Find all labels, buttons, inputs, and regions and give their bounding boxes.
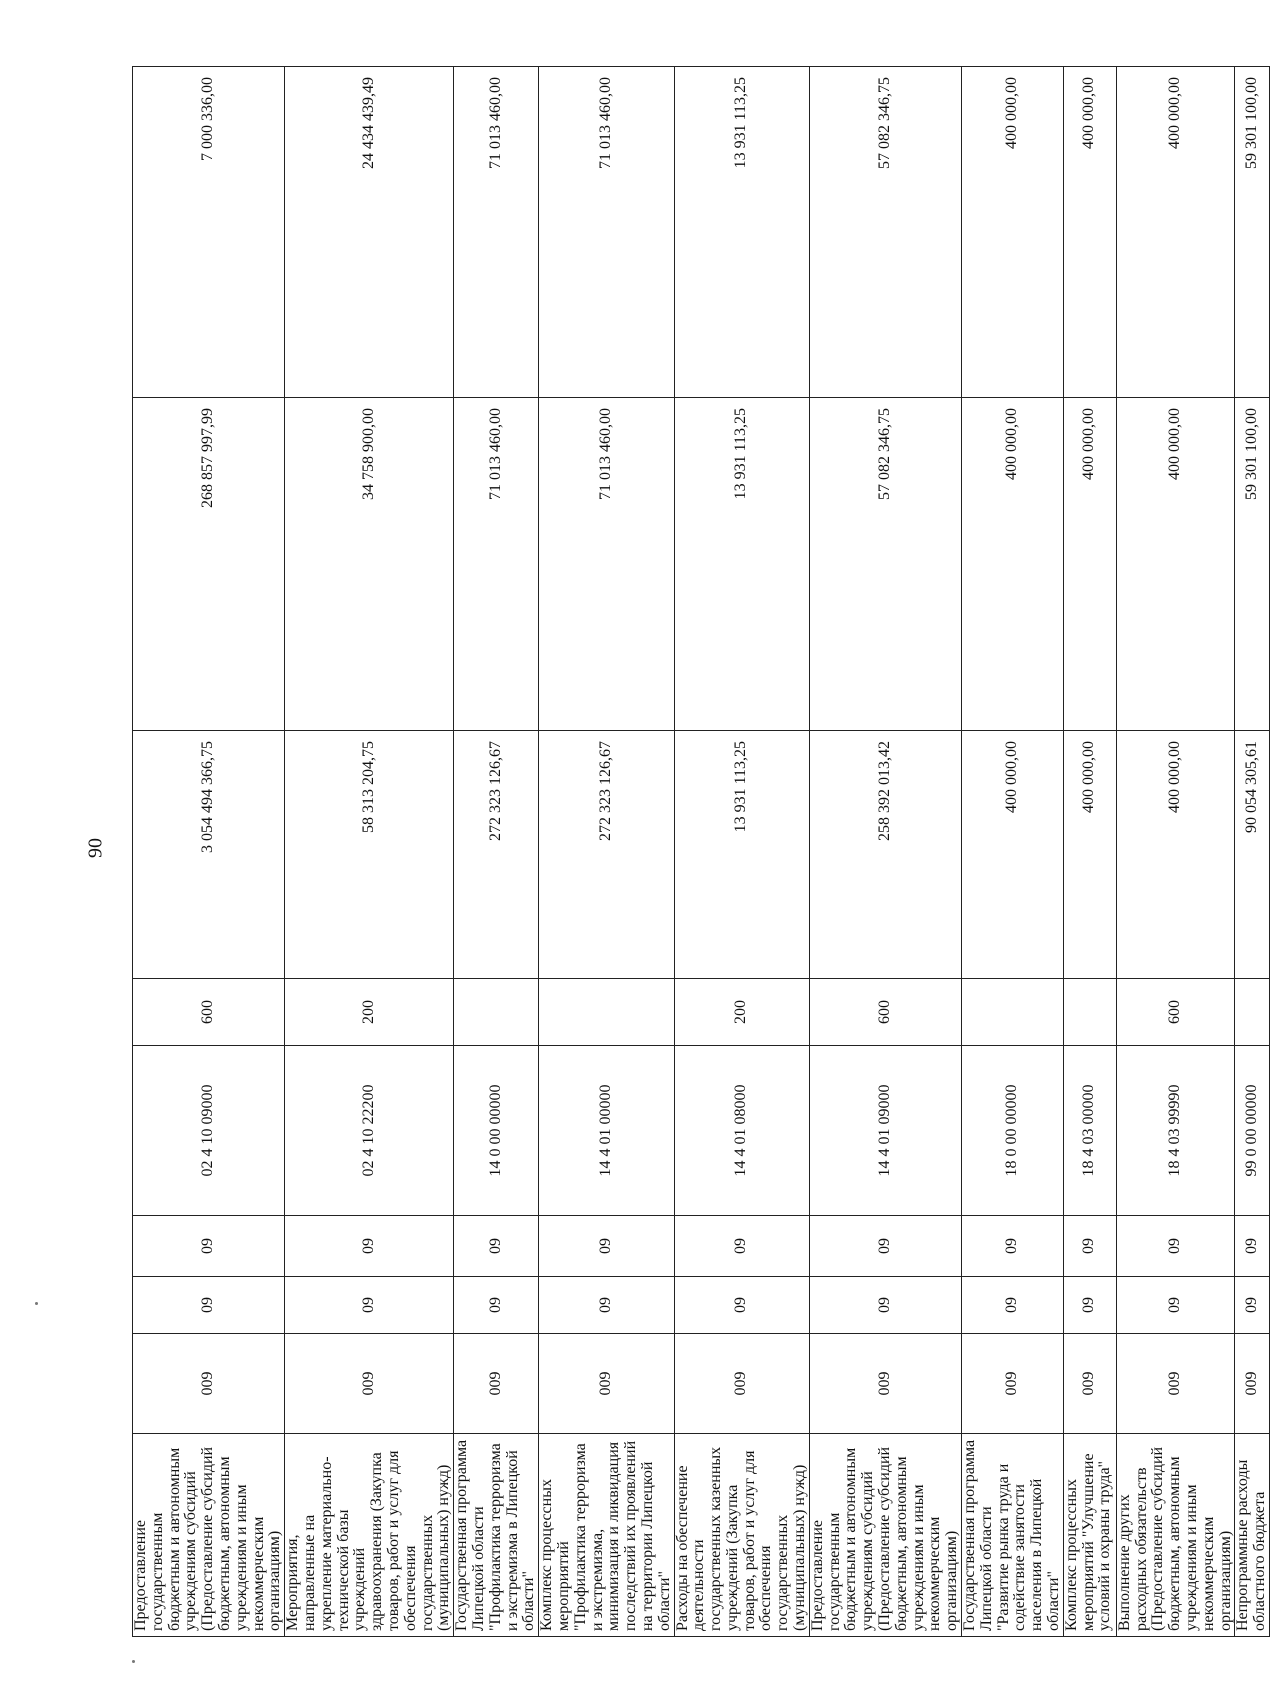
target-article-cell: 02 4 10 09000 [133, 1046, 285, 1216]
target-article-cell: 14 4 01 00000 [539, 1046, 674, 1216]
amount-2-cell: 71 013 460,00 [539, 398, 674, 731]
amount-1-cell: 400 000,00 [1063, 731, 1116, 979]
subsection-code-cell: 09 [1235, 1216, 1270, 1277]
ministry-code-cell: 009 [539, 1334, 674, 1434]
table-row [674, 67, 809, 1637]
section-code-cell: 09 [809, 1277, 961, 1334]
expense-type-cell: 600 [133, 979, 285, 1046]
amount-2-cell: 57 082 346,75 [809, 398, 961, 731]
table-row [1063, 67, 1116, 1637]
row-name-cell: Предоставление государственным бюджетным и автономным учреждениям субсидий (Предоставление субсидий бюджетным, автономным учреждениям и иным некоммерческим организациям) [809, 1434, 961, 1637]
amount-1-cell: 272 323 126,67 [454, 731, 539, 979]
section-code-cell: 09 [1235, 1277, 1270, 1334]
amount-2-cell: 400 000,00 [1116, 398, 1235, 731]
amount-1-cell: 258 392 013,42 [809, 731, 961, 979]
row-name-cell: Предоставление государственным бюджетным и автономным учреждениям субсидий (Предоставление субсидий бюджетным, автономным учреждениям и иным некоммерческим организациям) [133, 1434, 285, 1637]
section-code-cell: 09 [1063, 1277, 1116, 1334]
section-code-cell: 09 [133, 1277, 285, 1334]
amount-3-cell: 59 301 100,00 [1235, 67, 1270, 398]
subsection-code-cell: 09 [674, 1216, 809, 1277]
target-article-cell: 18 0 00 00000 [962, 1046, 1064, 1216]
ministry-code-cell: 009 [809, 1334, 961, 1434]
budget-table [132, 66, 1270, 1637]
section-code-cell: 09 [962, 1277, 1064, 1334]
target-article-cell: 99 0 00 00000 [1235, 1046, 1270, 1216]
amount-1-cell: 58 313 204,75 [285, 731, 454, 979]
amount-2-cell: 400 000,00 [1063, 398, 1116, 731]
amount-1-cell: 272 323 126,67 [539, 731, 674, 979]
table-row [809, 67, 961, 1637]
subsection-code-cell: 09 [454, 1216, 539, 1277]
row-name-cell: Государственная программа Липецкой области "Развитие рынка труда и содействие занятости населения в Липецкой области" [962, 1434, 1064, 1637]
ministry-code-cell: 009 [133, 1334, 285, 1434]
section-code-cell: 09 [539, 1277, 674, 1334]
table-row [1116, 67, 1235, 1637]
table-row [1235, 67, 1270, 1637]
row-name-cell: Государственная программа Липецкой области "Профилактика терроризма и экстремизма в Липецкой области" [454, 1434, 539, 1637]
amount-2-cell: 400 000,00 [962, 398, 1064, 731]
target-article-cell: 18 4 03 99990 [1116, 1046, 1235, 1216]
expense-type-cell [1063, 979, 1116, 1046]
amount-2-cell: 71 013 460,00 [454, 398, 539, 731]
subsection-code-cell: 09 [1116, 1216, 1235, 1277]
target-article-cell: 14 4 01 08000 [674, 1046, 809, 1216]
amount-3-cell: 400 000,00 [1116, 67, 1235, 398]
target-article-cell: 14 4 01 09000 [809, 1046, 961, 1216]
amount-2-cell: 34 758 900,00 [285, 398, 454, 731]
expense-type-cell [962, 979, 1064, 1046]
ministry-code-cell: 009 [1116, 1334, 1235, 1434]
expense-type-cell [1235, 979, 1270, 1046]
amount-1-cell: 13 931 113,25 [674, 731, 809, 979]
subsection-code-cell: 09 [539, 1216, 674, 1277]
section-code-cell: 09 [285, 1277, 454, 1334]
section-code-cell: 09 [674, 1277, 809, 1334]
target-article-cell: 14 0 00 00000 [454, 1046, 539, 1216]
amount-2-cell: 13 931 113,25 [674, 398, 809, 731]
row-name-cell: Комплекс процессных мероприятий "Улучшение условий и охраны труда" [1063, 1434, 1116, 1637]
amount-3-cell: 71 013 460,00 [454, 67, 539, 398]
row-name-cell: Расходы на обеспечение деятельности государственных казенных учреждений (Закупка товаров, работ и услуг для обеспечения государственных (муниципальных) нужд) [674, 1434, 809, 1637]
subsection-code-cell: 09 [809, 1216, 961, 1277]
table-row [454, 67, 539, 1637]
amount-3-cell: 71 013 460,00 [539, 67, 674, 398]
ministry-code-cell: 009 [454, 1334, 539, 1434]
expense-type-cell [454, 979, 539, 1046]
row-name-cell: Комплекс процессных мероприятий "Профилактика терроризма и экстремизма, минимизация и ликвидация последствий их проявлений на территории Липецкой области" [539, 1434, 674, 1637]
amount-3-cell: 24 434 439,49 [285, 67, 454, 398]
subsection-code-cell: 09 [133, 1216, 285, 1277]
ministry-code-cell: 009 [285, 1334, 454, 1434]
subsection-code-cell: 09 [962, 1216, 1064, 1277]
target-article-cell: 18 4 03 00000 [1063, 1046, 1116, 1216]
amount-3-cell: 7 000 336,00 [133, 67, 285, 398]
rotated-table-container [132, 67, 1269, 1637]
amount-3-cell: 13 931 113,25 [674, 67, 809, 398]
ministry-code-cell: 009 [674, 1334, 809, 1434]
row-name-cell: Выполнение других расходных обязательств (Предоставление субсидий бюджетным, автономным учреждениям и иным некоммерческим организациям) [1116, 1434, 1235, 1637]
scan-speck [132, 1660, 135, 1663]
page-number: 90 [84, 838, 107, 858]
table-row [962, 67, 1064, 1637]
amount-3-cell: 400 000,00 [1063, 67, 1116, 398]
section-code-cell: 09 [454, 1277, 539, 1334]
ministry-code-cell: 009 [1063, 1334, 1116, 1434]
row-name-cell: Мероприятия, направленные на укрепление материально-технической базы учреждений здравоохранения (Закупка товаров, работ и услуг для обеспечения государственных (муниципальных) нужд) [285, 1434, 454, 1637]
table-row [539, 67, 674, 1637]
amount-2-cell: 268 857 997,99 [133, 398, 285, 731]
amount-1-cell: 400 000,00 [962, 731, 1064, 979]
amount-3-cell: 400 000,00 [962, 67, 1064, 398]
ministry-code-cell: 009 [1235, 1334, 1270, 1434]
target-article-cell: 02 4 10 22200 [285, 1046, 454, 1216]
row-name-cell: Непрограммные расходы областного бюджета [1235, 1434, 1270, 1637]
section-code-cell: 09 [1116, 1277, 1235, 1334]
expense-type-cell [539, 979, 674, 1046]
scan-speck [35, 1302, 38, 1305]
expense-type-cell: 600 [809, 979, 961, 1046]
expense-type-cell: 600 [1116, 979, 1235, 1046]
subsection-code-cell: 09 [1063, 1216, 1116, 1277]
table-row [285, 67, 454, 1637]
expense-type-cell: 200 [674, 979, 809, 1046]
amount-3-cell: 57 082 346,75 [809, 67, 961, 398]
expense-type-cell: 200 [285, 979, 454, 1046]
amount-2-cell: 59 301 100,00 [1235, 398, 1270, 731]
subsection-code-cell: 09 [285, 1216, 454, 1277]
amount-1-cell: 400 000,00 [1116, 731, 1235, 979]
ministry-code-cell: 009 [962, 1334, 1064, 1434]
amount-1-cell: 90 054 305,61 [1235, 731, 1270, 979]
table-row [133, 67, 285, 1637]
amount-1-cell: 3 054 494 366,75 [133, 731, 285, 979]
